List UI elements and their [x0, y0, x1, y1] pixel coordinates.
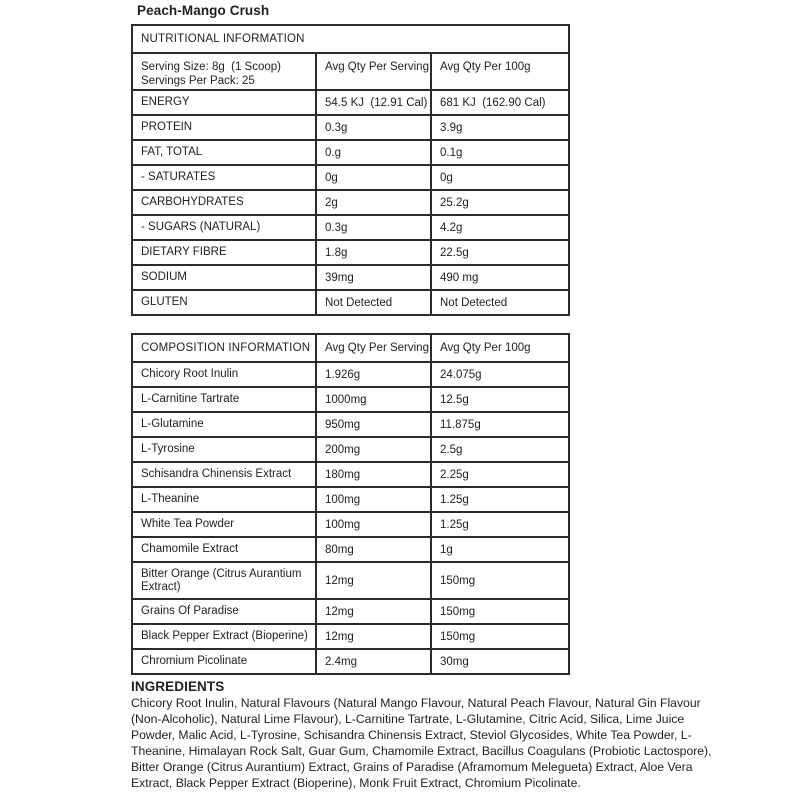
nutrient-per-100g: 681 KJ (162.90 Cal) — [431, 90, 569, 115]
ingredient-label: Chamomile Extract — [132, 537, 316, 562]
ingredient-per-100g: 2.25g — [431, 462, 569, 487]
ingredient-per-100g: 150mg — [431, 562, 569, 599]
table-spacer — [131, 316, 731, 333]
label-sheet — [131, 3, 731, 791]
ingredient-per-100g: 150mg — [431, 599, 569, 624]
nutrient-per-serving: 54.5 KJ (12.91 Cal) — [316, 90, 431, 115]
ingredient-per-serving: 100mg — [316, 512, 431, 537]
nutrient-label: FAT, TOTAL — [132, 140, 316, 165]
nutrient-per-100g: 0g — [431, 165, 569, 190]
nutrition-table — [131, 24, 570, 316]
table-row — [132, 290, 569, 315]
table-row — [132, 265, 569, 290]
nutrition-header-row — [132, 53, 569, 90]
table-row — [132, 165, 569, 190]
nutrient-label: ENERGY — [132, 90, 316, 115]
table-row — [132, 412, 569, 437]
ingredient-per-serving: 80mg — [316, 537, 431, 562]
nutrient-per-serving: 2g — [316, 190, 431, 215]
ingredient-label: Black Pepper Extract (Bioperine) — [132, 624, 316, 649]
ingredient-label: Chicory Root Inulin — [132, 362, 316, 387]
ingredient-per-100g: 24.075g — [431, 362, 569, 387]
ingredient-per-serving: 12mg — [316, 562, 431, 599]
ingredient-label: Grains Of Paradise — [132, 599, 316, 624]
col-header-per-100g: Avg Qty Per 100g — [431, 334, 569, 362]
ingredients-heading: INGREDIENTS — [131, 679, 225, 694]
ingredient-per-serving: 180mg — [316, 462, 431, 487]
col-header-per-100g: Avg Qty Per 100g — [431, 53, 569, 90]
table-row — [132, 562, 569, 599]
ingredient-label: L-Glutamine — [132, 412, 316, 437]
ingredient-per-100g: 1.25g — [431, 487, 569, 512]
nutrient-per-serving: 0.3g — [316, 215, 431, 240]
table-row — [132, 190, 569, 215]
nutrient-per-100g: 25.2g — [431, 190, 569, 215]
nutrient-per-100g: 490 mg — [431, 265, 569, 290]
ingredient-per-serving: 950mg — [316, 412, 431, 437]
serving-size-line: Serving Size: 8g (1 Scoop) — [141, 61, 281, 73]
composition-header-row — [132, 334, 569, 362]
nutrient-per-100g: 4.2g — [431, 215, 569, 240]
ingredient-per-100g: 1g — [431, 537, 569, 562]
col-header-per-serving: Avg Qty Per Serving — [316, 53, 431, 90]
table-row — [132, 487, 569, 512]
composition-table — [131, 333, 570, 675]
table-row — [132, 90, 569, 115]
ingredient-per-serving: 200mg — [316, 437, 431, 462]
ingredient-per-serving: 12mg — [316, 624, 431, 649]
ingredient-per-100g: 2.5g — [431, 437, 569, 462]
nutrient-per-serving: 0.3g — [316, 115, 431, 140]
ingredient-label: White Tea Powder — [132, 512, 316, 537]
table-row — [132, 537, 569, 562]
composition-table-title: COMPOSITION INFORMATION — [132, 334, 316, 362]
ingredient-per-100g: 11.875g — [431, 412, 569, 437]
nutrient-per-100g: 3.9g — [431, 115, 569, 140]
nutrient-per-100g: 22.5g — [431, 240, 569, 265]
ingredient-label: L-Theanine — [132, 487, 316, 512]
nutrient-per-100g: 0.1g — [431, 140, 569, 165]
nutrition-table-title-row — [132, 25, 569, 53]
ingredient-label: L-Carnitine Tartrate — [132, 387, 316, 412]
nutrition-table-title: NUTRITIONAL INFORMATION — [132, 25, 569, 53]
table-row — [132, 624, 569, 649]
servings-per-pack-line: Servings Per Pack: 25 — [141, 75, 255, 87]
nutrient-per-serving: 39mg — [316, 265, 431, 290]
ingredient-per-100g: 1.25g — [431, 512, 569, 537]
nutrient-per-100g: Not Detected — [431, 290, 569, 315]
nutrient-label: DIETARY FIBRE — [132, 240, 316, 265]
product-title: Peach-Mango Crush — [137, 3, 270, 18]
table-row — [132, 462, 569, 487]
table-row — [132, 115, 569, 140]
serving-info-cell — [132, 53, 316, 90]
ingredient-per-serving: 12mg — [316, 599, 431, 624]
nutrient-label: CARBOHYDRATES — [132, 190, 316, 215]
table-row — [132, 140, 569, 165]
table-row — [132, 362, 569, 387]
ingredient-label: L-Tyrosine — [132, 437, 316, 462]
table-row — [132, 215, 569, 240]
ingredient-per-serving: 1.926g — [316, 362, 431, 387]
nutrient-label: - SUGARS (NATURAL) — [132, 215, 316, 240]
table-row — [132, 437, 569, 462]
table-row — [132, 240, 569, 265]
nutrient-label: PROTEIN — [132, 115, 316, 140]
ingredient-per-serving: 2.4mg — [316, 649, 431, 674]
table-row — [132, 512, 569, 537]
nutrient-label: - SATURATES — [132, 165, 316, 190]
ingredient-label: Chromium Picolinate — [132, 649, 316, 674]
nutrient-label: SODIUM — [132, 265, 316, 290]
ingredient-per-100g: 30mg — [431, 649, 569, 674]
nutrient-per-serving: 0.g — [316, 140, 431, 165]
col-header-per-serving: Avg Qty Per Serving — [316, 334, 431, 362]
ingredient-per-100g: 12.5g — [431, 387, 569, 412]
ingredient-per-100g: 150mg — [431, 624, 569, 649]
nutrient-per-serving: 0g — [316, 165, 431, 190]
ingredient-label: Schisandra Chinensis Extract — [132, 462, 316, 487]
nutrient-label: GLUTEN — [132, 290, 316, 315]
table-row — [132, 387, 569, 412]
ingredients-section — [131, 679, 731, 791]
ingredients-text: Chicory Root Inulin, Natural Flavours (Natural Mango Flavour, Natural Peach Flavour, Natural Gin Flavour (Non-Alcoholic), Natural Lime Flavour), L-Carnitine Tartrate, L-Glutamine, Citric Acid, Silica, Lime Juice Powder, Malic Acid, L-Tyrosine, Schisandra Chinensis Extract, Steviol Glycosides, White Tea Powder, L-Theanine, Himalayan Rock Salt, Guar Gum, Chamomile Extract, Bacillus Coagulans (Probiotic Lactospore), Bitter Orange (Citrus Aurantium) Extract, Grains of Paradise (Aframomum Melegueta) Extract, Aloe Vera Extract, Black Pepper Extract (Bioperine), Monk Fruit Extract, Chromium Picolinate. — [131, 696, 712, 790]
ingredient-per-serving: 1000mg — [316, 387, 431, 412]
ingredient-per-serving: 100mg — [316, 487, 431, 512]
table-row — [132, 649, 569, 674]
ingredient-label: Bitter Orange (Citrus Aurantium Extract) — [132, 562, 316, 599]
nutrient-per-serving: 1.8g — [316, 240, 431, 265]
table-row — [132, 599, 569, 624]
nutrient-per-serving: Not Detected — [316, 290, 431, 315]
